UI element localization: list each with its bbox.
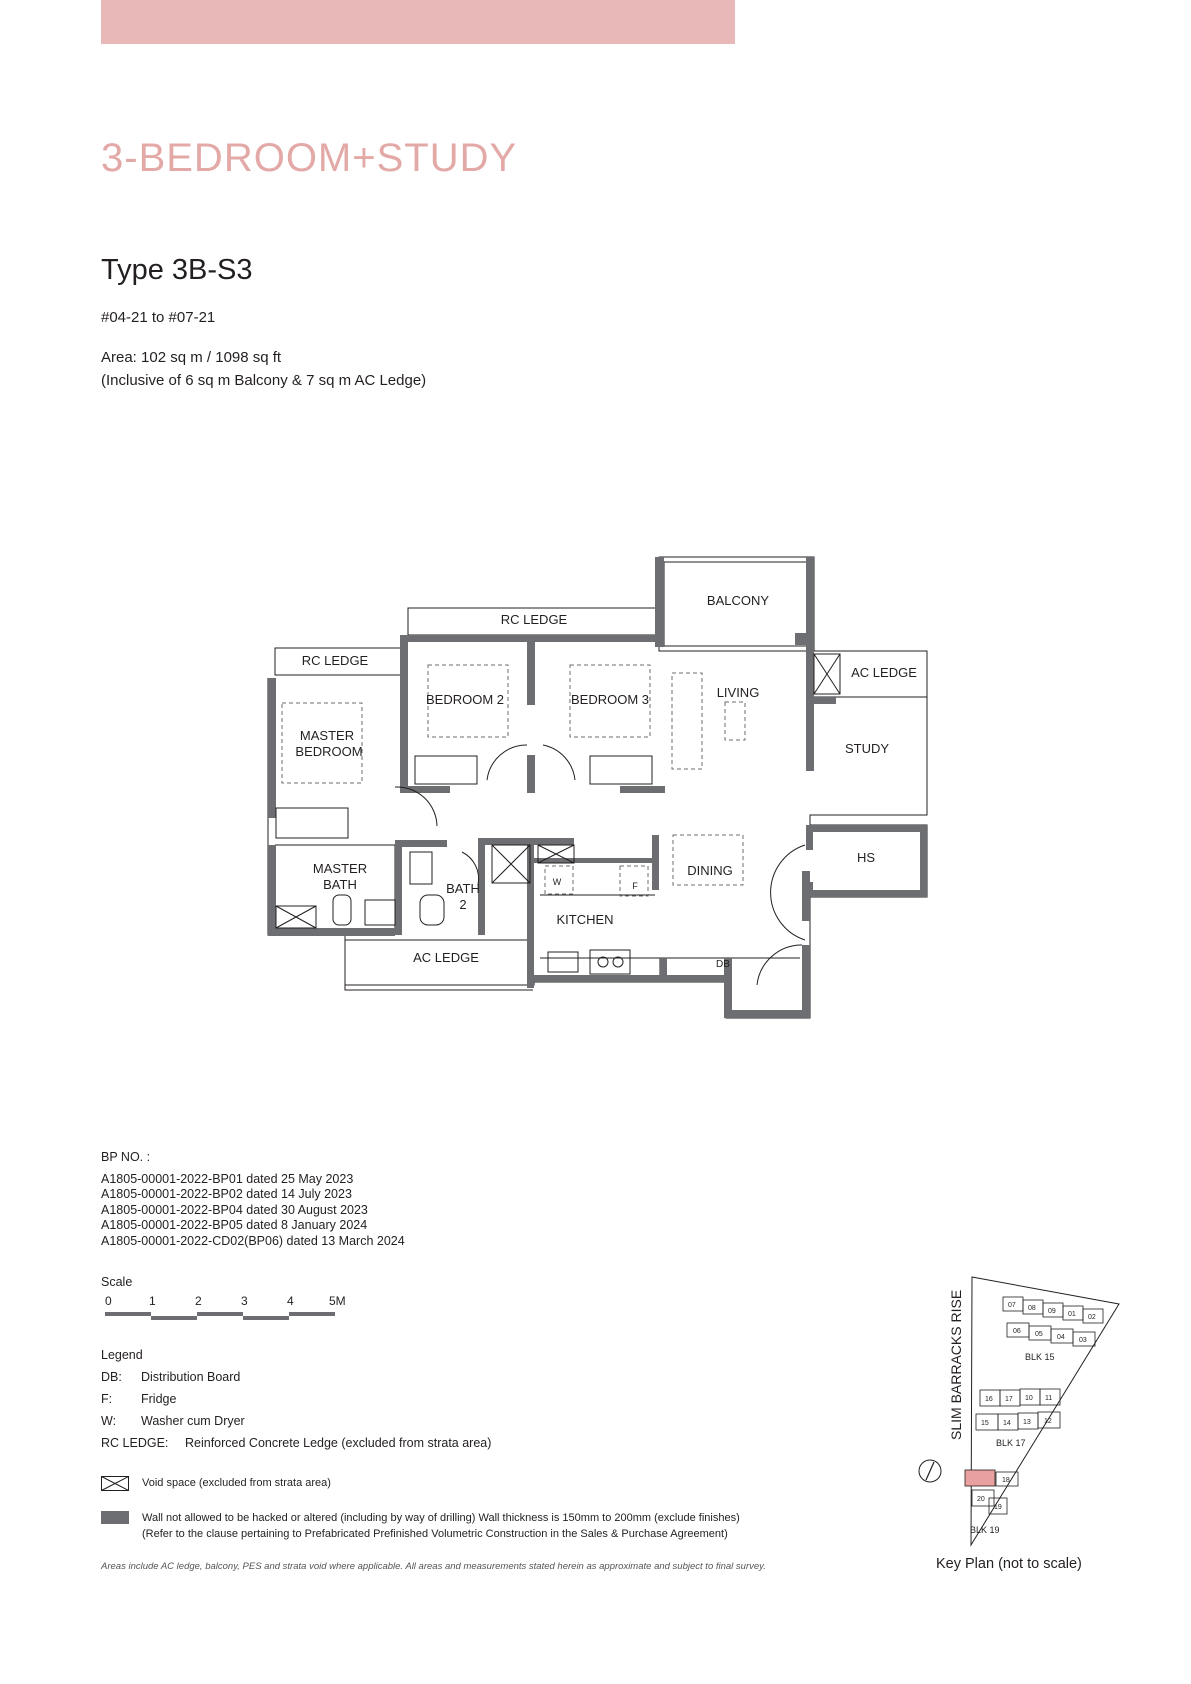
bedroom3-wardrobe	[590, 756, 652, 784]
wall-segment	[534, 975, 724, 982]
scale-tick-label: 4	[287, 1294, 294, 1308]
sofa	[672, 673, 702, 769]
keyplan-unit-label: 20	[977, 1496, 985, 1503]
scale-segment	[105, 1312, 151, 1316]
legend-key: RC LEDGE:	[101, 1436, 169, 1450]
master-bed	[282, 703, 362, 783]
wall-segment	[920, 825, 927, 897]
master-bath-toilet	[333, 895, 351, 925]
keyplan-unit-label: 10	[1025, 1395, 1033, 1402]
living-label: LIVING	[716, 685, 760, 700]
db-label: DB	[716, 959, 730, 970]
key-plan-label: Key Plan (not to scale)	[936, 1556, 1082, 1572]
wall-legend-line: Wall not allowed to be hacked or altered (including by way of drilling) Wall thickness is 150mm to 200mm (exclude finishes)	[142, 1512, 740, 1524]
keyplan-unit-label: 12	[1044, 1418, 1052, 1425]
wall-segment	[534, 858, 654, 863]
legend-value: Reinforced Concrete Ledge (excluded from strata area)	[185, 1436, 492, 1450]
master-bedroom-label-1: MASTER	[299, 728, 355, 743]
door-swing	[757, 945, 802, 985]
void-space-icon	[101, 1476, 129, 1491]
unit-type-title: Type 3B-S3	[101, 254, 253, 286]
wall-segment	[478, 838, 574, 845]
keyplan-unit-label: 05	[1035, 1331, 1043, 1338]
wall-segment	[620, 786, 665, 793]
scale-segment	[289, 1312, 335, 1316]
legend-value: Fridge	[141, 1392, 177, 1406]
legend-item	[101, 1414, 245, 1428]
bedroom2-label: BEDROOM 2	[425, 692, 505, 707]
bp-line: A1805-00001-2022-BP01 dated 25 May 2023	[101, 1171, 354, 1186]
bath2-basin	[410, 852, 432, 884]
wall-segment	[806, 697, 836, 704]
wall-segment	[395, 840, 447, 847]
keyplan-unit-label: 15	[981, 1420, 989, 1427]
legend-item	[101, 1370, 240, 1384]
keyplan-unit-label: 19	[994, 1504, 1002, 1511]
scale-tick-label: 0	[105, 1294, 112, 1308]
wall-segment	[795, 633, 807, 645]
ac-ledge-bottom-rail	[345, 985, 533, 990]
unit-outline	[268, 678, 927, 1018]
keyplan-unit-label: 11	[1045, 1395, 1053, 1402]
scale-segment	[197, 1312, 243, 1316]
legend-value: Distribution Board	[141, 1370, 241, 1384]
ac-ledge-bottom-label: AC LEDGE	[413, 950, 479, 965]
bp-title: BP NO. :	[101, 1150, 151, 1164]
unit-numbers: #04-21 to #07-21	[101, 309, 216, 326]
washer-label: W	[552, 877, 562, 887]
scale-tick-label: 5M	[329, 1294, 346, 1308]
master-bath-label-1: MASTER	[312, 861, 368, 876]
ac-ledge-right-label: AC LEDGE	[851, 665, 917, 680]
keyplan-unit-label: 08	[1028, 1305, 1036, 1312]
bath2-toilet	[420, 895, 444, 925]
scale-tick-label: 1	[149, 1294, 156, 1308]
wall-segment	[810, 825, 927, 832]
wall-segment	[268, 845, 276, 935]
wall-segment	[802, 871, 810, 921]
hs-label: HS	[856, 850, 876, 865]
bedroom2-wardrobe	[415, 756, 477, 784]
void-space-legend-text: Void space (excluded from strata area)	[142, 1477, 331, 1489]
kitchen-hob	[590, 950, 630, 974]
keyplan-unit-label: 02	[1088, 1314, 1096, 1321]
unit-area-note: (Inclusive of 6 sq m Balcony & 7 sq m AC Ledge)	[101, 372, 427, 389]
wall-segment	[652, 835, 659, 890]
unit-area: Area: 102 sq m / 1098 sq ft	[101, 349, 282, 366]
kitchen-label: KITCHEN	[556, 912, 614, 927]
legend-value: Washer cum Dryer	[141, 1414, 245, 1428]
north-arrow-needle	[926, 1462, 934, 1480]
keyplan-block-label: BLK 19	[970, 1525, 1000, 1535]
keyplan-unit-label: 04	[1057, 1334, 1065, 1341]
master-wardrobe	[276, 808, 348, 838]
wall-segment	[802, 945, 810, 1018]
wall-segment	[806, 825, 813, 850]
wall-legend-text	[142, 1510, 740, 1542]
master-bedroom-label-2: BEDROOM	[295, 744, 363, 759]
legend-title: Legend	[101, 1348, 143, 1362]
scale-bar	[105, 1294, 346, 1320]
door-swing	[487, 745, 527, 780]
keyplan-unit-label: 14	[1003, 1420, 1011, 1427]
wall-legend-line: (Refer to the clause pertaining to Prefabricated Prefinished Volumetric Construction in the Sales & Purchase Agreement)	[142, 1528, 728, 1540]
bp-numbers	[101, 1150, 405, 1249]
wall-segment	[395, 840, 402, 935]
unit-category-heading: 3-BEDROOM+STUDY	[101, 136, 518, 180]
coffee-table	[725, 702, 745, 740]
footnote: Areas include AC ledge, balcony, PES and strata void where applicable. All areas and measurements stated herein as approximate and subject to final survey.	[101, 1561, 766, 1572]
legend-item	[101, 1392, 176, 1406]
scale-label: Scale	[101, 1275, 133, 1289]
scale-tick-label: 3	[241, 1294, 248, 1308]
scale-segment	[151, 1316, 197, 1320]
dining-label: DINING	[687, 863, 733, 878]
bp-line: A1805-00001-2022-BP04 dated 30 August 2023	[101, 1202, 368, 1217]
wall-segment	[660, 958, 667, 982]
road-label: SLIM BARRACKS RISE	[948, 1289, 964, 1440]
wall-swatch	[101, 1511, 129, 1524]
wall-segment	[806, 651, 814, 771]
wall-segment	[400, 786, 450, 793]
door-swing	[543, 745, 575, 780]
wall-segment	[527, 635, 535, 705]
keyplan-block-label: BLK 15	[1025, 1352, 1055, 1362]
keyplan-unit-label: 03	[1079, 1337, 1087, 1344]
bp-line: A1805-00001-2022-BP05 dated 8 January 2024	[101, 1218, 368, 1232]
keyplan-unit-label: 07	[1008, 1302, 1016, 1309]
study-label: STUDY	[844, 741, 890, 756]
keyplan-unit-label: 01	[1068, 1311, 1076, 1318]
legend-key: DB:	[101, 1370, 122, 1384]
rc-ledge-left-label: RC LEDGE	[301, 653, 369, 668]
wall-segment	[268, 678, 276, 818]
keyplan-highlighted-unit	[965, 1470, 995, 1486]
bp-line: A1805-00001-2022-CD02(BP06) dated 13 March 2024	[101, 1233, 405, 1248]
legend-key: W:	[101, 1414, 117, 1428]
bath2-label-2: 2	[459, 897, 467, 912]
keyplan-unit-label: 18	[1002, 1477, 1010, 1484]
structural-walls	[268, 557, 927, 1018]
kitchen-sink	[548, 952, 578, 972]
scale-segment	[243, 1316, 289, 1320]
keyplan-unit-label: 16	[985, 1396, 993, 1403]
key-plan	[919, 1277, 1119, 1545]
wall-segment	[527, 755, 535, 793]
keyplan-block-label: BLK 17	[996, 1438, 1026, 1448]
master-bath-label-2: BATH	[323, 877, 357, 892]
wall-segment	[810, 890, 927, 897]
wall-segment	[655, 557, 664, 647]
balcony-label: BALCONY	[706, 593, 770, 608]
bath2-label-1: BATH	[446, 881, 480, 896]
wall-segment	[268, 928, 395, 936]
scale-tick-label: 2	[195, 1294, 202, 1308]
wall-segment	[806, 557, 814, 657]
keyplan-unit-label: 17	[1005, 1396, 1013, 1403]
bp-line: A1805-00001-2022-BP02 dated 14 July 2023	[101, 1187, 352, 1201]
keyplan-unit-label: 13	[1023, 1419, 1031, 1426]
rc-ledge-top-label: RC LEDGE	[500, 612, 568, 627]
wall-segment	[725, 1010, 810, 1018]
door-swing	[771, 845, 805, 940]
legend-key: F:	[101, 1392, 113, 1406]
bedroom3-label: BEDROOM 3	[570, 692, 650, 707]
fridge-label: F	[632, 881, 638, 891]
keyplan-unit-label: 09	[1048, 1308, 1056, 1315]
master-bath-basin	[365, 900, 395, 925]
keyplan-unit-label: 06	[1013, 1328, 1021, 1335]
legend-item	[101, 1436, 491, 1450]
wall-segment	[400, 635, 408, 793]
